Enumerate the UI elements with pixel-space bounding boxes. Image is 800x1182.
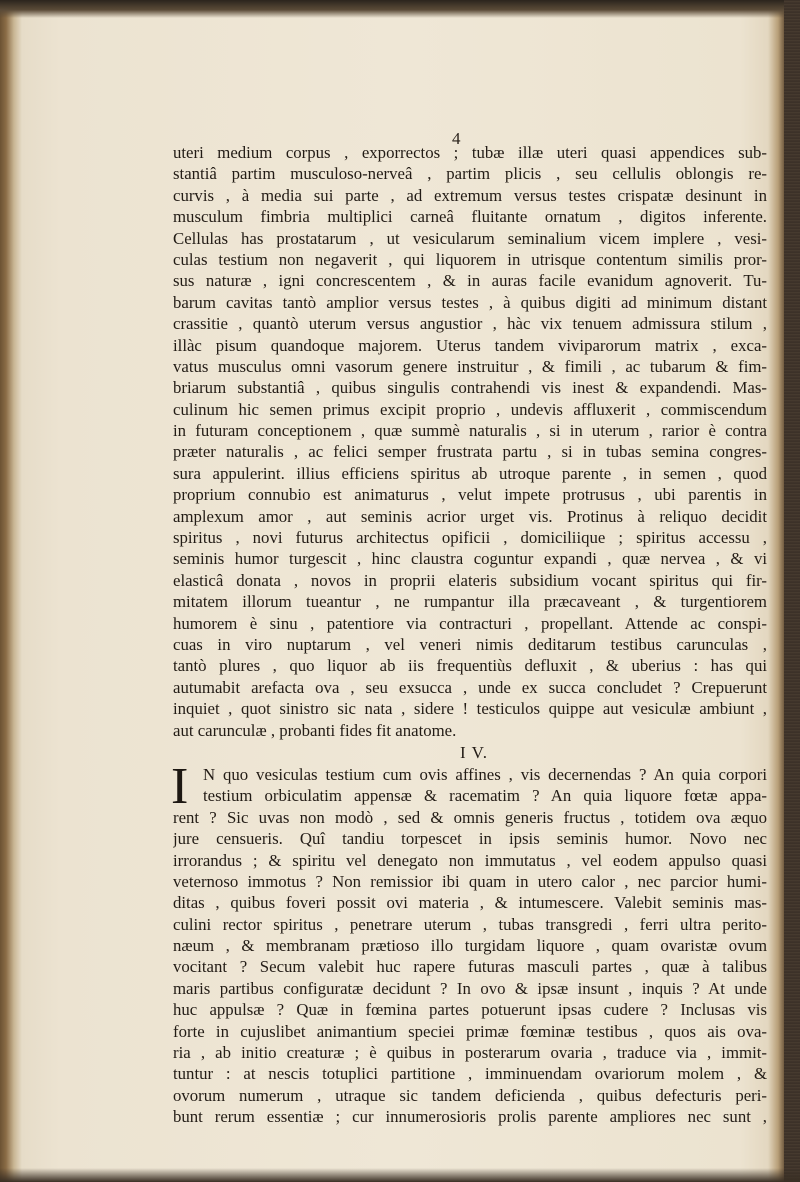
text-line: aut carunculæ , probanti fides fit anatome. [173,720,457,740]
text-line: autumabit arefacta ova , seu exsucca , unde ex succa concludet ? Crepuerunt [173,677,767,697]
text-line: ditas , quibus foveri possit ovi materia , & intumescere. Valebit seminis mas- [173,893,767,913]
text-line: seminis humor turgescit , hinc claustra coguntur expandi , quæ nervea , & vi [173,549,767,569]
body-text [173,142,767,1128]
section-heading: I V. [460,742,488,762]
text-line: briarum substantiâ , quibus singulis contrahendi vis inest & expandendi. Mas- [173,378,767,398]
text-line: elasticâ donata , novos in proprii elateris subsidium vocant spiritus qui fir- [173,570,767,590]
text-line: barum cavitas tantò amplior versus testes , à quibus digiti ad minimum distant [173,292,767,312]
text-line: N quo vesiculas testium cum ovis affines , vis decernendas ? An quia corpori [203,764,767,784]
text-line: vatus musculus omni vasorum genere instruitur , & fimili , ac tubarum & fim- [173,356,767,376]
text-line: veternoso immotus ? Non remissior ibi quam in utero calor , nec parcior humi- [173,871,767,891]
text-line: inquiet , quot sinistro sic nata , sidere ! testiculos quippe aut vesiculæ ambiunt , [173,699,767,719]
text-line: humorem è sinu , patentiore via contracturi , propellant. Attende ac conspi- [173,613,767,633]
text-line: forte in cujuslibet animantium speciei primæ fœminæ testibus , quos ais ova- [173,1021,767,1041]
text-line: næum , & membranam prætioso illo turgidam liquore , quam ovaristæ ovum [173,936,767,956]
text-line: maris partibus configuratæ decidunt ? In ovo & ipsæ insunt , inquis ? At unde [173,978,767,998]
text-line: testium orbiculatim appensæ & racematim ? An quia liquore fœtæ appa- [203,786,767,806]
page-number: 4 [452,129,461,148]
text-line: ovorum numerum , utraque sic tandem deficienda , quibus defecturis peri- [173,1085,767,1105]
text-line: spiritus , novi futurus architectus opificii , domiciliique ; spiritus accessu , [173,528,767,548]
text-line: illàc pisum quandoque majorem. Uterus tandem viviparorum matrix , exca- [173,335,767,355]
binding-shadow-bottom [0,1168,800,1182]
drop-cap-initial: I [171,757,189,815]
text-line: sura appulerint. illius efficiens spiritus ab utroque parente , in semen , quod [173,463,767,483]
text-line: proprium connubio est animaturus , velut impete protrusus , ubi parentis in [173,485,767,505]
text-line: ria , ab initio creaturæ ; è quibus in posterarum ovaria , traduce via , immit- [173,1043,767,1063]
paragraph-2 [171,757,767,1128]
text-line: cuas in viro nuptarum , vel veneri nimis deditarum testibus carunculаs , [173,634,767,654]
text-line: uteri medium corpus , exporrectos ; tubæ illæ uteri quasi appendices sub- [173,143,767,162]
text-line: culas testium non negaverit , qui liquorem in utrisque contentum similis pror- [173,249,767,269]
text-line: culinum hic semen primus excipit proprio , undevis affluxerit , commiscendum [173,399,767,419]
text-line: vocitant ? Secum valebit huc rapere futuras masculi partes , quæ à talibus [173,957,767,977]
paragraph-1 [173,142,767,741]
text-line: musculum fimbria multiplici carneâ fluitante ornatum , digitos inferente. [173,207,767,227]
text-line: amplexum amor , aut seminis acrior urget vis. Protinus à reliquo decidit [173,506,767,526]
text-line: in futuram conceptionem , quæ summè naturalis , si in uterum , rarior è contra [173,421,767,441]
text-line: tantò plures , quo liquor ab iis frequentiùs defluxit , & uberius : has qui [173,656,767,676]
text-line: huc appulsæ ? Quæ in fœmina partes potuerunt ipsas cudere ? Inclusas vis [173,1000,767,1020]
page-edges [784,0,800,1182]
text-line: stantiâ partim musculoso-nerveâ , partim plicis , seu cellulis oblongis re- [173,164,767,184]
text-line: rent ? Sic uvas non modò , sed & omnis generis fructus , totidem ova æquo [173,807,767,827]
text-line: tuntur : at nescis totuplici partitione , imminuendam ovariorum molem , & [173,1064,767,1084]
text-line: bunt rerum essentiæ ; cur innumerosioris prolis parente ampliores nec sunt , [173,1107,767,1127]
text-line: sus naturæ , igni concrescentem , & in auras facile evanidum agnoverit. Tu- [173,271,767,291]
text-line: crassitie , quantò uterum versus angustior , hàc vix tenuem admissura stilum , [173,314,767,334]
paragraph-2-lines [171,757,767,1128]
text-line: præter naturalis , ac felici semper frustrata partu , si in tubas semina congres- [173,442,767,462]
text-line: irrorandus ; & spiritu vel denegato non immutatus , vel eodem appulso quasi [173,850,767,870]
text-line: Cellulas has prostatarum , ut vesicularum seminalium vicem implere , vesi- [173,228,767,248]
text-line: jure censueris. Quî tandiu torpescet in ipsis seminis humor. Novo nec [173,829,767,849]
text-line: culini rector spiritus , penetrare uterum , tubas transgredi , ferri ultra perito- [173,914,767,934]
text-line: mitatem illorum tueantur , ne rumpantur illa præcaveant , & turgentiorem [173,592,767,612]
text-line: curvis , à media sui parte , ad extremum versus testes crispatæ desinunt in [173,185,767,205]
binding-shadow-top [0,0,800,18]
